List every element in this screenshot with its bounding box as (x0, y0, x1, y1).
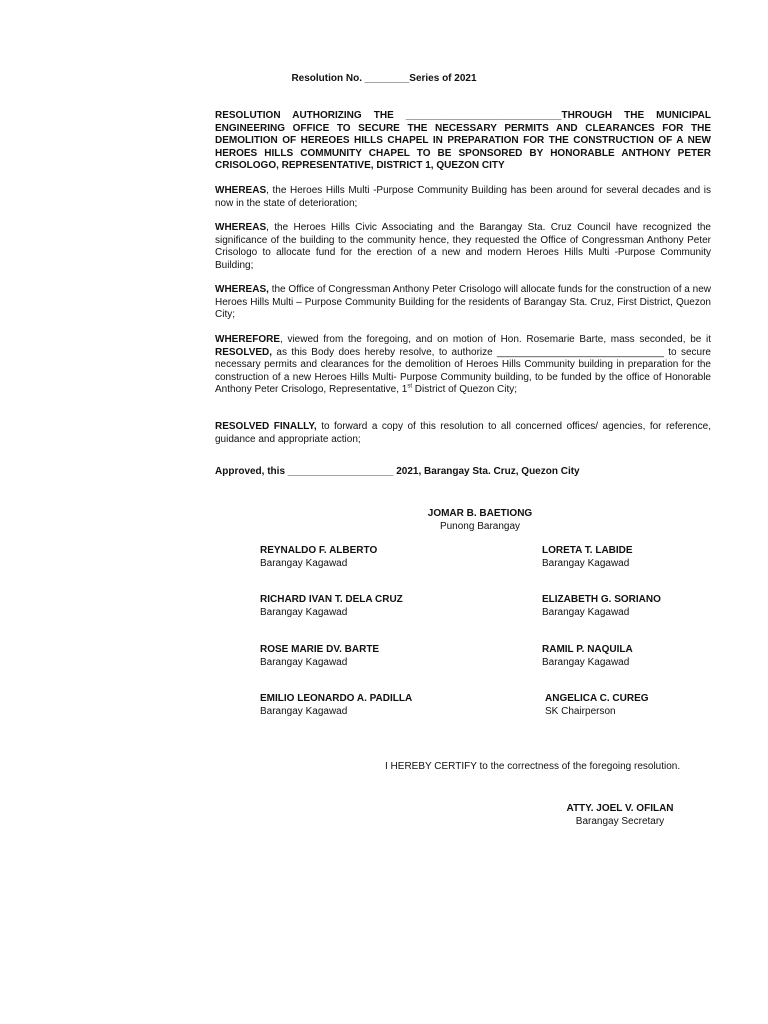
certification-statement: I HEREBY CERTIFY to the correctness of the foregoing resolution. (385, 761, 681, 772)
signatory-role: Barangay Kagawad (542, 606, 630, 618)
secretary-signature (520, 803, 720, 828)
signatory-name: EMILIO LEONARDO A. PADILLA (260, 693, 413, 704)
signatory-name: ELIZABETH G. SORIANO (542, 594, 661, 605)
approved-line: Approved, this ___________________ 2021, Barangay Sta. Cruz, Quezon City (215, 466, 580, 477)
whereas-lead: WHEREAS (215, 222, 267, 233)
whereas-paragraph-2 (215, 222, 711, 272)
signatory-role: Barangay Kagawad (260, 557, 348, 569)
wherefore-paragraph (215, 334, 711, 397)
signatory-role: Barangay Kagawad (542, 656, 630, 668)
signatory-name: RICHARD IVAN T. DELA CRUZ (260, 594, 403, 605)
signatory-name: ANGELICA C. CUREG (545, 693, 649, 704)
whereas-paragraph-1 (215, 185, 711, 210)
signatory-role: SK Chairperson (545, 705, 616, 717)
signatory-block (542, 594, 661, 619)
signatory-role: Punong Barangay (439, 520, 521, 532)
signatory-block (545, 693, 649, 718)
signatory-role: Barangay Kagawad (542, 557, 630, 569)
signatory-role: Barangay Kagawad (260, 606, 348, 618)
resolved-word: RESOLVED, (215, 346, 273, 358)
resolved-finally-text: to forward a copy of this resolution to all concerned offices/ agencies, for reference, guidance and appropriate action; (215, 421, 712, 445)
resolution-heading-text: RESOLUTION AUTHORIZING THE ____________________________THROUGH THE MUNICIPAL ENGINEERING OFFICE TO SECURE THE NECESSARY PERMITS AND CLEARANCES FOR THE DEMOLITION OF HEREOES HILLS CHAPEL IN PREPARATION FOR THE CONSTRUCTION OF A NEW HEROES HILLS COMMUNITY CHAPEL TO BE SPONSORED BY HONORABLE ANTHONY PETER CRISOLOGO, REPRESENTATIVE, DISTRICT 1, QUEZON CITY (215, 110, 711, 171)
resolved-finally-paragraph (215, 421, 711, 446)
whereas-lead: WHEREAS (215, 185, 267, 196)
wherefore-lead: WHEREFORE (215, 334, 280, 345)
wherefore-text-cont: as this Body does hereby resolve, to authorize ______________________________ to secure necessary permits and clearances for the demolition of Heroes Hills Community building in preparation for the construction of a new Heroes Hills Multi- Purpose Community building, to be funded by the office of Honorable Anthony Peter Crisologo, Representative, 1 (215, 346, 711, 395)
punong-barangay-signature (380, 508, 580, 533)
whereas-text: , the Heroes Hills Civic Associating and the Barangay Sta. Cruz Council have recognized the significance of the building to the community hence, they requested the Office of Congressman Anthony Peter Crisologo to allocate fund for the erection of a new and modern Heroes Hills Multi -Purpose Community Building; (215, 222, 711, 271)
signatory-name: RAMIL P. NAQUILA (542, 644, 633, 655)
wherefore-text-end: District of Quezon City; (412, 384, 518, 395)
signatory-block (542, 545, 633, 570)
signatory-name: LORETA T. LABIDE (542, 545, 633, 556)
ordinal-suffix: st (407, 383, 413, 390)
signatory-name: ROSE MARIE DV. BARTE (260, 644, 380, 655)
signatory-role: Barangay Secretary (575, 815, 665, 827)
resolution-heading (215, 110, 711, 173)
resolved-finally-lead: RESOLVED FINALLY, (215, 421, 317, 432)
whereas-lead: WHEREAS, (215, 284, 269, 295)
signatory-role: Barangay Kagawad (260, 656, 348, 668)
signatory-name: JOMAR B. BAETIONG (427, 508, 533, 519)
whereas-text: , the Heroes Hills Multi -Purpose Community Building has been around for several decades and is now in the state of deterioration; (215, 185, 711, 209)
whereas-paragraph-3 (215, 284, 711, 322)
wherefore-text: , viewed from the foregoing, and on motion of Hon. Rosemarie Barte, mass seconded, be it (280, 334, 711, 345)
whereas-text: the Office of Congressman Anthony Peter Crisologo will allocate funds for the construction of a new Heroes Hills Multi – Purpose Community Building for the residents of Barangay Sta. Cruz, First District, Quezon City; (215, 284, 711, 320)
signatory-name: REYNALDO F. ALBERTO (260, 545, 378, 556)
signatory-name: ATTY. JOEL V. OFILAN (566, 803, 674, 814)
signatory-role: Barangay Kagawad (260, 705, 348, 717)
signatory-block (260, 693, 412, 718)
signatory-block (260, 594, 403, 619)
resolution-title: Resolution No. ________Series of 2021 (291, 73, 477, 84)
signatory-block (260, 644, 379, 669)
signatory-block (260, 545, 377, 570)
signatory-block (542, 644, 633, 669)
